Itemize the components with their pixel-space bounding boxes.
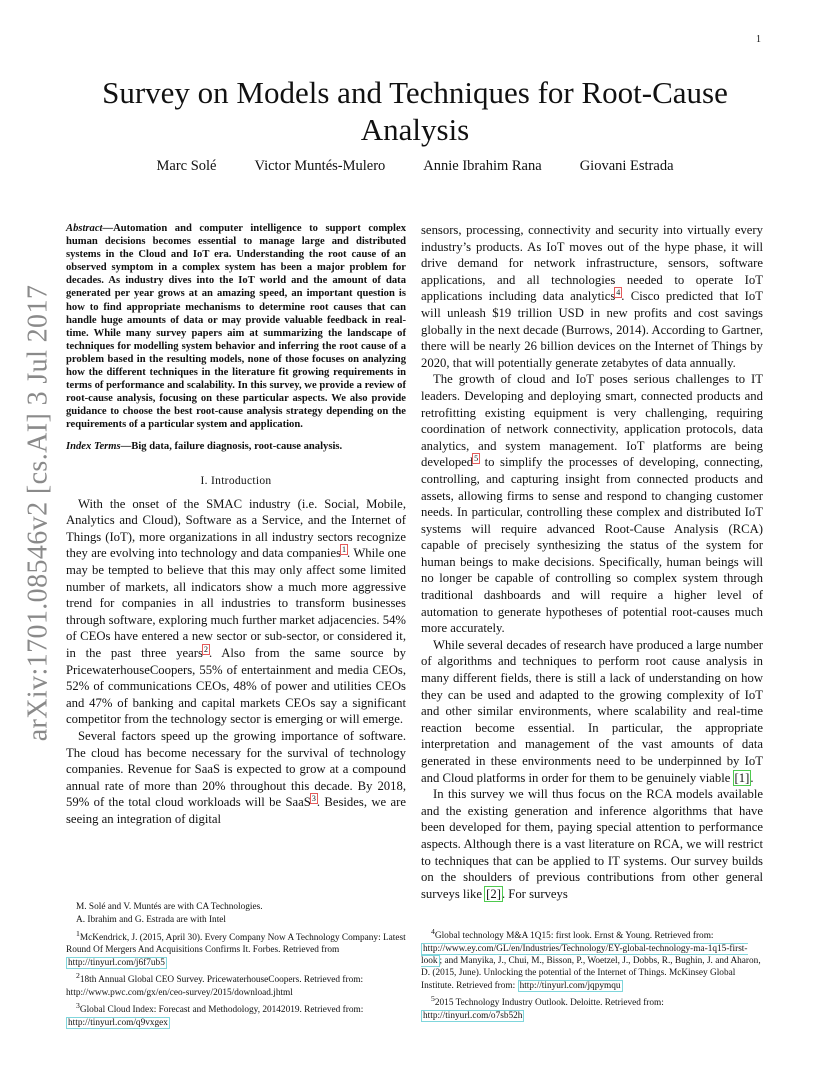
paragraph — [66, 728, 406, 828]
paragraph-text: . While one may be tempted to believe that this may only affect some limited number of markets, all indicators show a much more aggressive trend for companies in all industries to transform businesses through software, exploring much further market adjacencies. 54% of CEOs have entered a new sector or sub-sector, or considered it, in the past three years — [66, 546, 406, 660]
paragraph-text: Several factors speed up the growing importance of software. The cloud has become necessary for the survival of technology companies. Revenue for SaaS is expected to grow at a compound annual rate of more than 20% throughout this decade. By 2018, 59% of the total cloud workloads will be SaaS — [66, 728, 406, 810]
affiliation-note: A. Ibrahim and G. Estrada are with Intel — [76, 915, 226, 926]
footnote — [66, 970, 406, 999]
footnote-mark: 2 — [76, 971, 80, 981]
paragraph-text: . — [750, 770, 754, 785]
footnote — [66, 1000, 406, 1029]
paragraph-text: . For surveys — [501, 886, 568, 901]
author-name: Victor Muntés-Mulero — [254, 158, 386, 174]
footnote-text: 18th Annual Global CEO Survey. PricewaterhouseCoopers. Retrieved from: http://www.pwc.com/gx/en/ceo-survey/2015/download.jhtml — [66, 975, 364, 998]
footnote-link[interactable]: 5 — [474, 454, 479, 464]
arxiv-identifier: arXiv:1701.08546v2 [cs.AI] 3 Jul 2017 — [22, 284, 53, 742]
footnote-url-link[interactable]: http://tinyurl.com/j6f7ub5 — [68, 957, 165, 968]
footnote-text: ; and Manyika, J., Chui, M., Bisson, P., Woetzel, J., Dobbs, R., Bughin, J. and Aharon, D. (2015, June). Unlocking the potential of the Internet of Things. McKinsey Global Institute. Retrieved from: — [421, 955, 761, 991]
index-terms-label: Index Terms — [66, 440, 121, 452]
paragraph-text: sensors, processing, connectivity and security into virtually every industry’s products. As IoT moves out of the hype phase, it will drive demand for network infrastructure, sensors, software applications, and all technologies needed to operate IoT applications including data analytics — [421, 223, 763, 304]
footnote-mark: 5 — [431, 994, 435, 1004]
paper-title: Survey on Models and Techniques for Root-Cause Analysis — [102, 75, 728, 147]
citation-link[interactable]: [2] — [486, 886, 501, 901]
footnote-mark: 1 — [76, 928, 80, 938]
footnote-link[interactable]: 3 — [311, 794, 316, 804]
footnote-text: McKendrick, J. (2015, April 30). Every Company Now A Technology Company: Latest Round Of Mergers And Acquisitions Confirms It. Forbes. Retrieved from — [66, 932, 406, 956]
paragraph-text: While several decades of research have produced a large number of algorithms and techniques to perform root cause analysis in many different fields, there is still a lack of understanding on how they can be used and adapted to the growing complexity of IoT and other similar environments, where scalability and real-time reaction become essential. In particular, the appropriate interpretation and management of the vast amounts of data generated in these environments need to be underpinned by IoT and Cloud platforms in order for them to be genuinely viable — [421, 637, 763, 785]
paragraph — [421, 371, 763, 637]
paragraph-text: With the onset of the SMAC industry (i.e. Social, Mobile, Analytics and Cloud), Software as a Service, and the Internet of Things (IoT), more organizations in all industry sectors recognize they are evolving into technology and data companies — [66, 496, 406, 561]
paragraph — [66, 496, 406, 728]
footnote-text: Global technology M&A 1Q15: first look. Ernst & Young. Retrieved from: — [434, 931, 714, 942]
footnote-link[interactable]: 4 — [616, 288, 621, 298]
right-footnotes — [421, 925, 763, 1022]
arxiv-stamp — [18, 283, 58, 743]
footnote — [421, 993, 763, 1022]
paragraph — [421, 637, 763, 786]
paragraph — [421, 222, 763, 371]
index-terms-text: —Big data, failure diagnosis, root-cause analysis. — [120, 440, 343, 452]
abstract-label: Abstract — [66, 223, 103, 234]
footnote-text: 2015 Technology Industry Outlook. Deloitte. Retrieved from: — [434, 998, 664, 1009]
abstract-text: —Automation and computer intelligence to support complex human decisions becomes essential to manage large and distributed systems in the Cloud and IoT era. Understanding the root cause of an observed symptom in a complex system has been a major problem for decades. As industry dives into the IoT world and the amount of data generated per year grows at an amazing speed, an important question is how to find appropriate mechanisms to determine root causes that can handle huge amounts of data or may provide valuable feedback in real-time. While many survey papers aim at summarizing the landscape of techniques for modelling system behavior and inferring the root cause of a problem based in the resulting models, none of those focuses on analyzing how the different techniques in the literature fit growing requirements in terms of performance and scalability. In this survey, we provide a review of root-cause analysis, focusing on these particular aspects. We also provide guidance to choose the best root-cause analysis strategy depending on the requirements of a particular system and application. — [66, 223, 406, 431]
paragraph-text: . Also from the same source by PricewaterhouseCoopers, 55% of entertainment and media CEOs, 52% of communications CEOs, 48% of power and utilities CEOs and 47% of banking and capital markets CEOs say a significant competitor from the technology sector is emerging or will emerge. — [66, 645, 406, 727]
footnote-url-link[interactable]: http://www.ey.com/GL/en/Industries/Technology/EY-global-technology-ma-1q15-first-look — [421, 943, 748, 966]
paragraph-text: In this survey we will thus focus on the RCA models available and the existing generation and inference algorithms that have been developed for them, paying special attention to performance aspects. Although there is a vast literature on RCA, we will restrict to techniques that can be applied to IT systems. Our survey builds on the shoulders of previous contributions from other general surveys like — [421, 787, 763, 901]
paragraph-text: . Besides, we are seeing an integration of digital — [66, 795, 406, 826]
footnote-mark: 4 — [431, 927, 435, 936]
left-column — [66, 222, 406, 827]
page-number: 1 — [756, 34, 761, 45]
paragraph-text: The growth of cloud and IoT poses serious challenges to IT leaders. Developing and deploying smart, connected products and retrofitting existing equipment is very challenging, requiring coordination of network connectivity, application protocols, data analytics, and system management. IoT platforms are being developed — [421, 372, 763, 470]
footnote-mark: 3 — [76, 1001, 80, 1011]
right-column — [421, 222, 763, 902]
footnote-link[interactable]: 1 — [342, 545, 347, 555]
footnote — [421, 926, 763, 992]
footnote-url-link[interactable]: http://tinyurl.com/q9vxgex — [68, 1017, 168, 1028]
paragraph-text: . Cisco predicted that IoT will unleash $19 trillion USD in new profits and cost savings globally in the next decade (Burrows, 2014). According to Gartner, there will be nearly 26 billion devices on the Internet of Things by 2020, that will potentially generate zetabytes of data annually. — [421, 289, 763, 370]
footnote-link[interactable]: 2 — [203, 644, 208, 654]
paragraph-text: to simplify the processes of developing, connecting, controlling, and capturing insight from connected products and assets, allowing firms to sense and respond to changing customer needs. In particular, controlling these complex and distributed IoT systems will require advanced Root-Cause Analysis (RCA) capable of precisely synthesizing the status of the system for human beings to make decisions. Specifically, human beings will no longer be capable of controlling so complex system through traditional dashboards and will require a higher level of automation to generate hypotheses of potential root-causes much more accurately. — [421, 455, 763, 636]
left-footnotes — [66, 900, 406, 1029]
abstract — [66, 222, 406, 432]
footnote-text: Global Cloud Index: Forecast and Methodology, 20142019. Retrieved from: — [79, 1005, 364, 1016]
footnote — [66, 928, 406, 969]
author-name: Giovani Estrada — [579, 158, 674, 174]
index-terms — [66, 440, 406, 453]
footnote-url-link[interactable]: http://tinyurl.com/jqpymqu — [519, 980, 621, 991]
author-name: Annie Ibrahim Rana — [423, 158, 542, 174]
affiliation-note: M. Solé and V. Muntés are with CA Technologies. — [76, 902, 263, 912]
section-heading: I. Introduction — [200, 474, 272, 487]
author-name: Marc Solé — [156, 158, 217, 174]
paragraph — [421, 786, 763, 902]
footnote-url-link[interactable]: http://tinyurl.com/o7sb52h — [423, 1010, 523, 1021]
author-list — [60, 158, 770, 175]
citation-link[interactable]: [1] — [734, 770, 750, 785]
